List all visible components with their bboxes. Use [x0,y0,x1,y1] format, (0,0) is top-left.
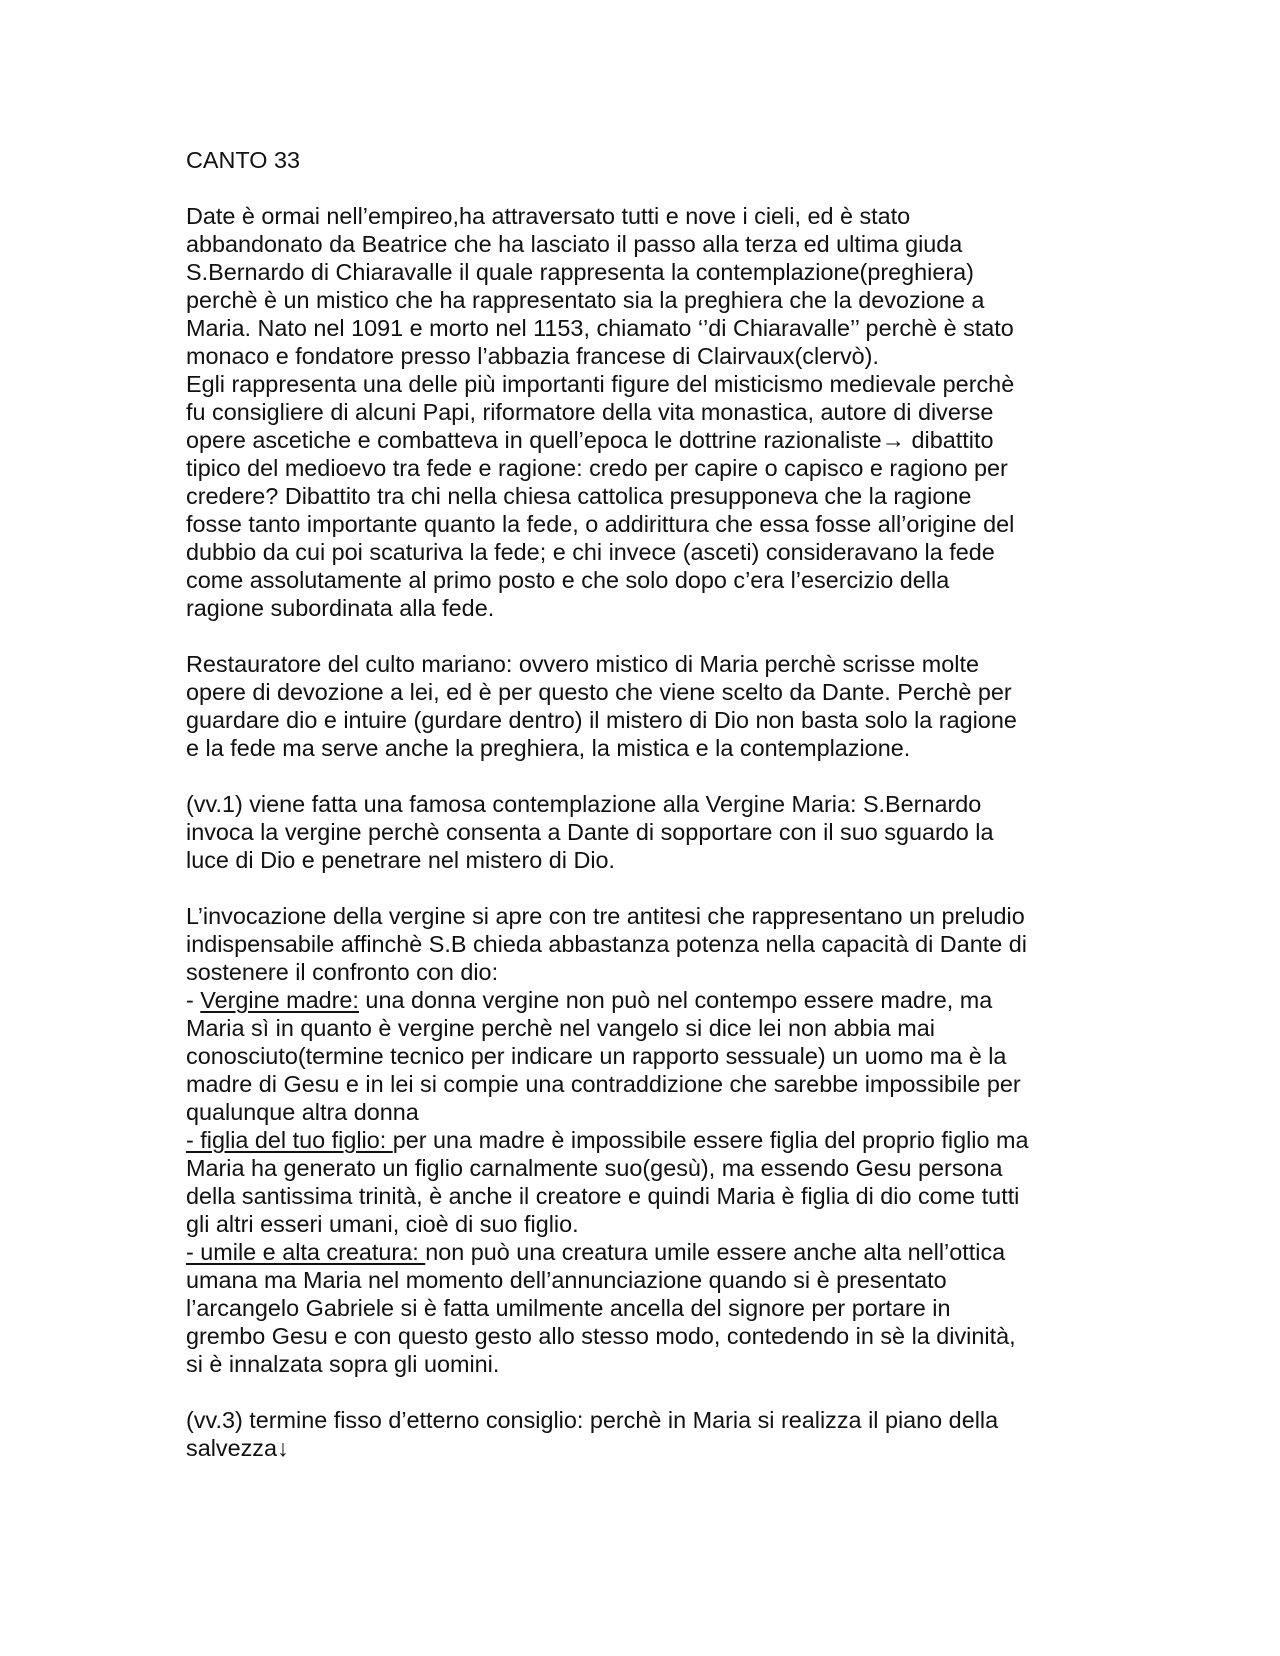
text-line: umana ma Maria nel momento dell’annunciazione quando si è presentato [186,1267,947,1293]
text-line: grembo Gesu e con questo gesto allo stesso modo, contedendo in sè la divinità, [186,1323,1016,1349]
text-line: e la fede ma serve anche la preghiera, la mistica e la contemplazione. [186,735,911,761]
text-line: gli altri esseri umani, cioè di suo figlio. [186,1211,579,1237]
text-line: luce di Dio e penetrare nel mistero di Dio. [186,847,616,873]
list-item-label: - umile e alta creatura: [186,1239,426,1265]
text-line: madre di Gesu e in lei si compie una contraddizione che sarebbe impossibile per [186,1071,1021,1097]
paragraph-vv3 [186,1406,1186,1462]
paragraph-intro [186,202,1186,622]
text-line: abbandonato da Beatrice che ha lasciato il passo alla terza ed ultima giuda [186,231,963,257]
text-line: l’arcangelo Gabriele si è fatta umilmente ancella del signore per portare in [186,1295,951,1321]
text-line: Date è ormai nell’empireo,ha attraversato tutti e nove i cieli, ed è stato [186,203,911,229]
text-line: (vv.3) termine fisso d’etterno consiglio: perchè in Maria si realizza il piano della [186,1407,999,1433]
text-line: qualunque altra donna [186,1099,419,1125]
text-line: opere di devozione a lei, ed è per questo che viene scelto da Dante. Perchè per [186,679,1012,705]
document-page [186,146,1186,1462]
text-line: della santissima trinità, è anche il creatore e quindi Maria è figlia di dio come tutti [186,1183,1020,1209]
list-dash: - [186,987,201,1013]
text-line: ragione subordinata alla fede. [186,595,495,621]
text-line: Egli rappresenta una delle più importanti figure del misticismo medievale perchè [186,371,1015,397]
text-line: Maria. Nato nel 1091 e morto nel 1153, chiamato ‘’di Chiaravalle’’ perchè è stato [186,315,1014,341]
list-item-label: - figlia del tuo figlio: [186,1127,393,1153]
text-line: dubbio da cui poi scaturiva la fede; e chi invece (asceti) consideravano la fede [186,539,995,565]
text-line: Maria ha generato un figlio carnalmente suo(gesù), ma essendo Gesu persona [186,1155,1003,1181]
list-item-vergine-madre [186,986,1186,1014]
text-line: (vv.1) viene fatta una famosa contemplazione alla Vergine Maria: S.Bernardo [186,791,982,817]
document-title: CANTO 33 [186,147,300,173]
text-line: una donna vergine non può nel contempo essere madre, ma [358,987,993,1013]
text-line: guardare dio e intuire (gurdare dentro) il mistero di Dio non basta solo la ragione [186,707,1017,733]
paragraph-vv1 [186,790,1186,874]
text-line: monaco e fondatore presso l’abbazia francese di Clairvaux(clervò). [186,343,879,369]
list-item-label: Vergine madre: [200,987,359,1013]
text-line: salvezza↓ [186,1435,289,1461]
text-line: per una madre è impossibile essere figlia del proprio figlio ma [392,1127,1029,1153]
text-line: come assolutamente al primo posto e che solo dopo c’era l’esercizio della [186,567,950,593]
text-line: Maria sì in quanto è vergine perchè nel vangelo si dice lei non abbia mai [186,1015,935,1041]
text-line: perchè è un mistico che ha rappresentato sia la preghiera che la devozione a [186,287,985,313]
text-line: non può una creatura umile essere anche alta nell’ottica [425,1239,1006,1265]
list-item-figlia-del-tuo-figlio [186,1126,1186,1154]
text-line: invoca la vergine perchè consenta a Dante di sopportare con il suo sguardo la [186,819,994,845]
text-line: Restauratore del culto mariano: ovvero mistico di Maria perchè scrisse molte [186,651,979,677]
text-line: credere? Dibattito tra chi nella chiesa cattolica presupponeva che la ragione [186,483,972,509]
text-line: L’invocazione della vergine si apre con tre antitesi che rappresentano un preludio [186,903,1025,929]
text-line: opere ascetiche e combatteva in quell’epoca le dottrine razionaliste→ dibattito [186,427,994,453]
paragraph-antitesi [186,902,1186,1378]
text-line: tipico del medioevo tra fede e ragione: credo per capire o capisco e ragiono per [186,455,1008,481]
text-line: fu consigliere di alcuni Papi, riformatore della vita monastica, autore di diverse [186,399,994,425]
text-line: sostenere il confronto con dio: [186,959,499,985]
text-line: indispensabile affinchè S.B chieda abbastanza potenza nella capacità di Dante di [186,931,1027,957]
text-line: S.Bernardo di Chiaravalle il quale rappresenta la contemplazione(preghiera) [186,259,974,285]
text-line: conosciuto(termine tecnico per indicare un rapporto sessuale) un uomo ma è la [186,1043,1007,1069]
list-item-umile-e-alta-creatura [186,1238,1186,1266]
text-line: si è innalzata sopra gli uomini. [186,1351,500,1377]
text-line: fosse tanto importante quanto la fede, o addirittura che essa fosse all’origine del [186,511,1015,537]
paragraph-culto-mariano [186,650,1186,762]
